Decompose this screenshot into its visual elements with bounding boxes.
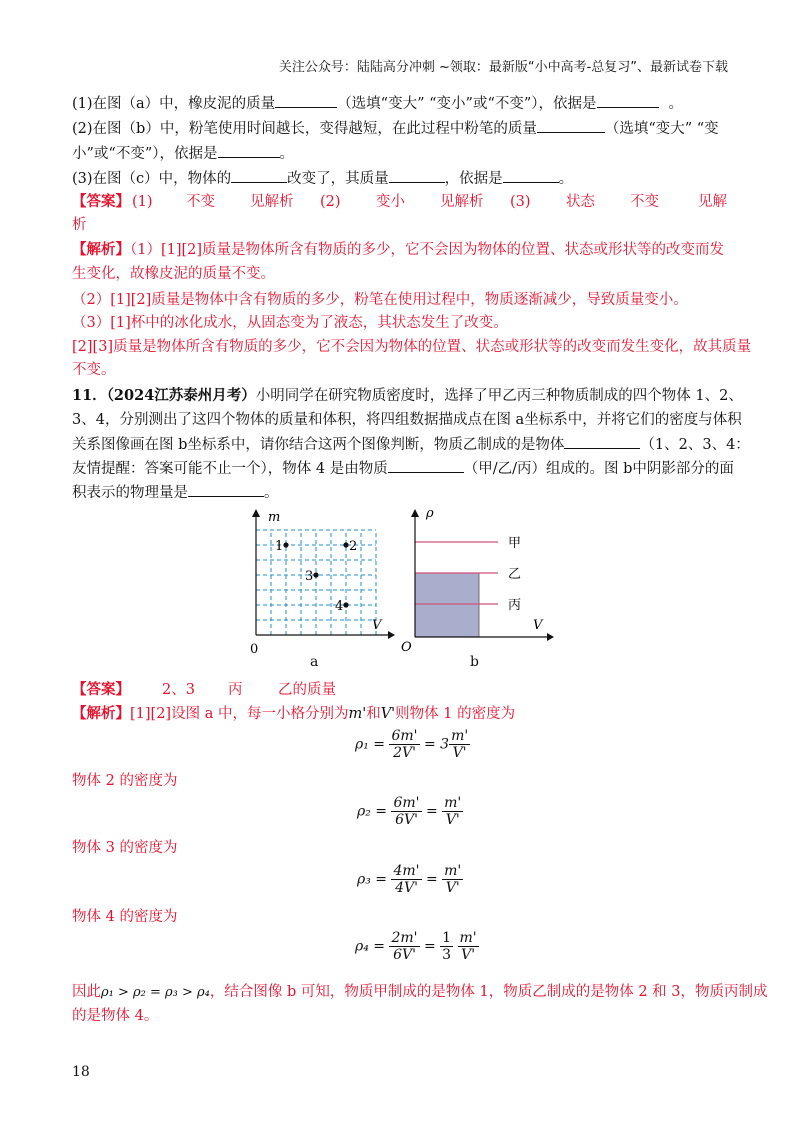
data-point-3: [313, 572, 318, 577]
blank: [275, 93, 337, 108]
blank: [503, 168, 559, 183]
origin-label: O: [401, 640, 412, 655]
q-prev-line1: (1)在图（a）中，橡皮泥的质量 （选填“变大” “变小”或“不变”），依据是 。: [72, 93, 683, 114]
origin-label: 0: [250, 642, 259, 657]
x-axis-arrow-icon: [547, 633, 554, 641]
y-axis-arrow-icon: [411, 509, 419, 517]
blank: [564, 434, 640, 449]
equation-rho2: ρ₂ = $\frac{6m'}{6V'}$ = $\frac{m'}{V'}$: [357, 795, 462, 828]
grid: [256, 530, 376, 635]
blank: [537, 118, 605, 133]
page-number: 18: [72, 1064, 90, 1080]
equation-rho3: ρ₃ = $\frac{4m'}{4V'}$ = $\frac{m'}{V'}$: [357, 863, 462, 896]
blank: [188, 482, 264, 497]
equation-rho1: ρ₁ = $\frac{6m'}{2V'}$ = 3 $\frac{m'}{V'}$: [355, 728, 469, 761]
q11-line4: 友情提醒：答案可能不止一个），物体 4 是由物质 （甲/乙/丙）组成的。图 b中阴影部分的面: [72, 458, 734, 479]
axis-label-v: V: [372, 618, 382, 633]
data-point-label-3: 3: [305, 569, 314, 584]
data-point-1: [283, 542, 288, 547]
q11-line3: 关系图像画在图 b坐标系中，请你结合这两个图像判断，物质乙制成的是物体 （1、2、3、4：: [72, 434, 750, 455]
data-point-4: [343, 602, 348, 607]
axis-label-rho: ρ: [426, 506, 434, 521]
blank: [218, 143, 280, 158]
axis-label-v: V: [533, 618, 543, 633]
shaded-area: [415, 573, 479, 637]
equation-rho4: ρ₄ = $\frac{2m'}{6V'}$ = $\frac{1}{3}$ $\frac{m'}{V'}$: [355, 930, 477, 963]
blank: [597, 93, 659, 108]
x-axis-arrow-icon: [388, 631, 395, 639]
conclusion-l1: 因此ρ₁ > ρ₂ = ρ₃ > ρ₄，结合图像 b 可知，物质甲制成的是物体 1，物质乙制成的是物体 2 和 3，物质丙制成: [72, 984, 768, 1000]
data-point-label-4: 4: [335, 599, 344, 614]
blank: [388, 458, 464, 473]
analysis-prev-l1: 【解析】（1）[1][2]质量是物体所含有物质的多少，它不会因为物体的位置、状态或形状等的改变而发: [72, 241, 725, 258]
q-prev-line4: (3)在图（c）中，物体的 改变了，其质量 ，依据是 。: [72, 168, 573, 189]
blank: [389, 168, 445, 183]
q-prev-line3: 小”或“不变”），依据是 。: [72, 143, 294, 164]
data-point-label-1: 1: [275, 539, 284, 554]
page-header: 关注公众号：陆陆高分冲刺 ~领取：最新版“小中高考-总复习”、最新试卷下载: [278, 60, 728, 75]
q11-line1: 11．（2024江苏泰州月考）小明同学在研究物质密度时，选择了甲乙丙三种物质制成的四个物体 1、2、: [72, 387, 743, 404]
figure-b: [395, 505, 555, 655]
q11-line5: 积表示的物理量是 。: [72, 482, 279, 503]
axis-label-m: m: [268, 510, 281, 525]
y-axis-arrow-icon: [252, 509, 260, 517]
answer-prev: 【答案】 (1) 不变 见解析 (2) 变小 见解析 (3) 状态 不变 见解: [72, 193, 727, 210]
data-point-2: [343, 542, 348, 547]
blank: [231, 168, 287, 183]
label-yi: 乙: [508, 567, 522, 582]
analysis-11-l1: 【解析】[1][2]设图 a 中，每一小格分别为m'和V'则物体 1 的密度为: [72, 705, 516, 722]
label-bing: 丙: [508, 598, 522, 613]
q-prev-line2: (2)在图（b）中，粉笔使用时间越长，变得越短，在此过程中粉笔的质量 （选填“变大” “变: [72, 118, 719, 139]
figure-a: [236, 505, 396, 670]
caption-b: b: [470, 654, 479, 670]
caption-a: a: [310, 654, 319, 670]
data-point-label-2: 2: [349, 539, 358, 554]
answer-11: 【答案】 2、3 丙 乙的质量: [72, 681, 336, 698]
label-jia: 甲: [508, 536, 522, 551]
